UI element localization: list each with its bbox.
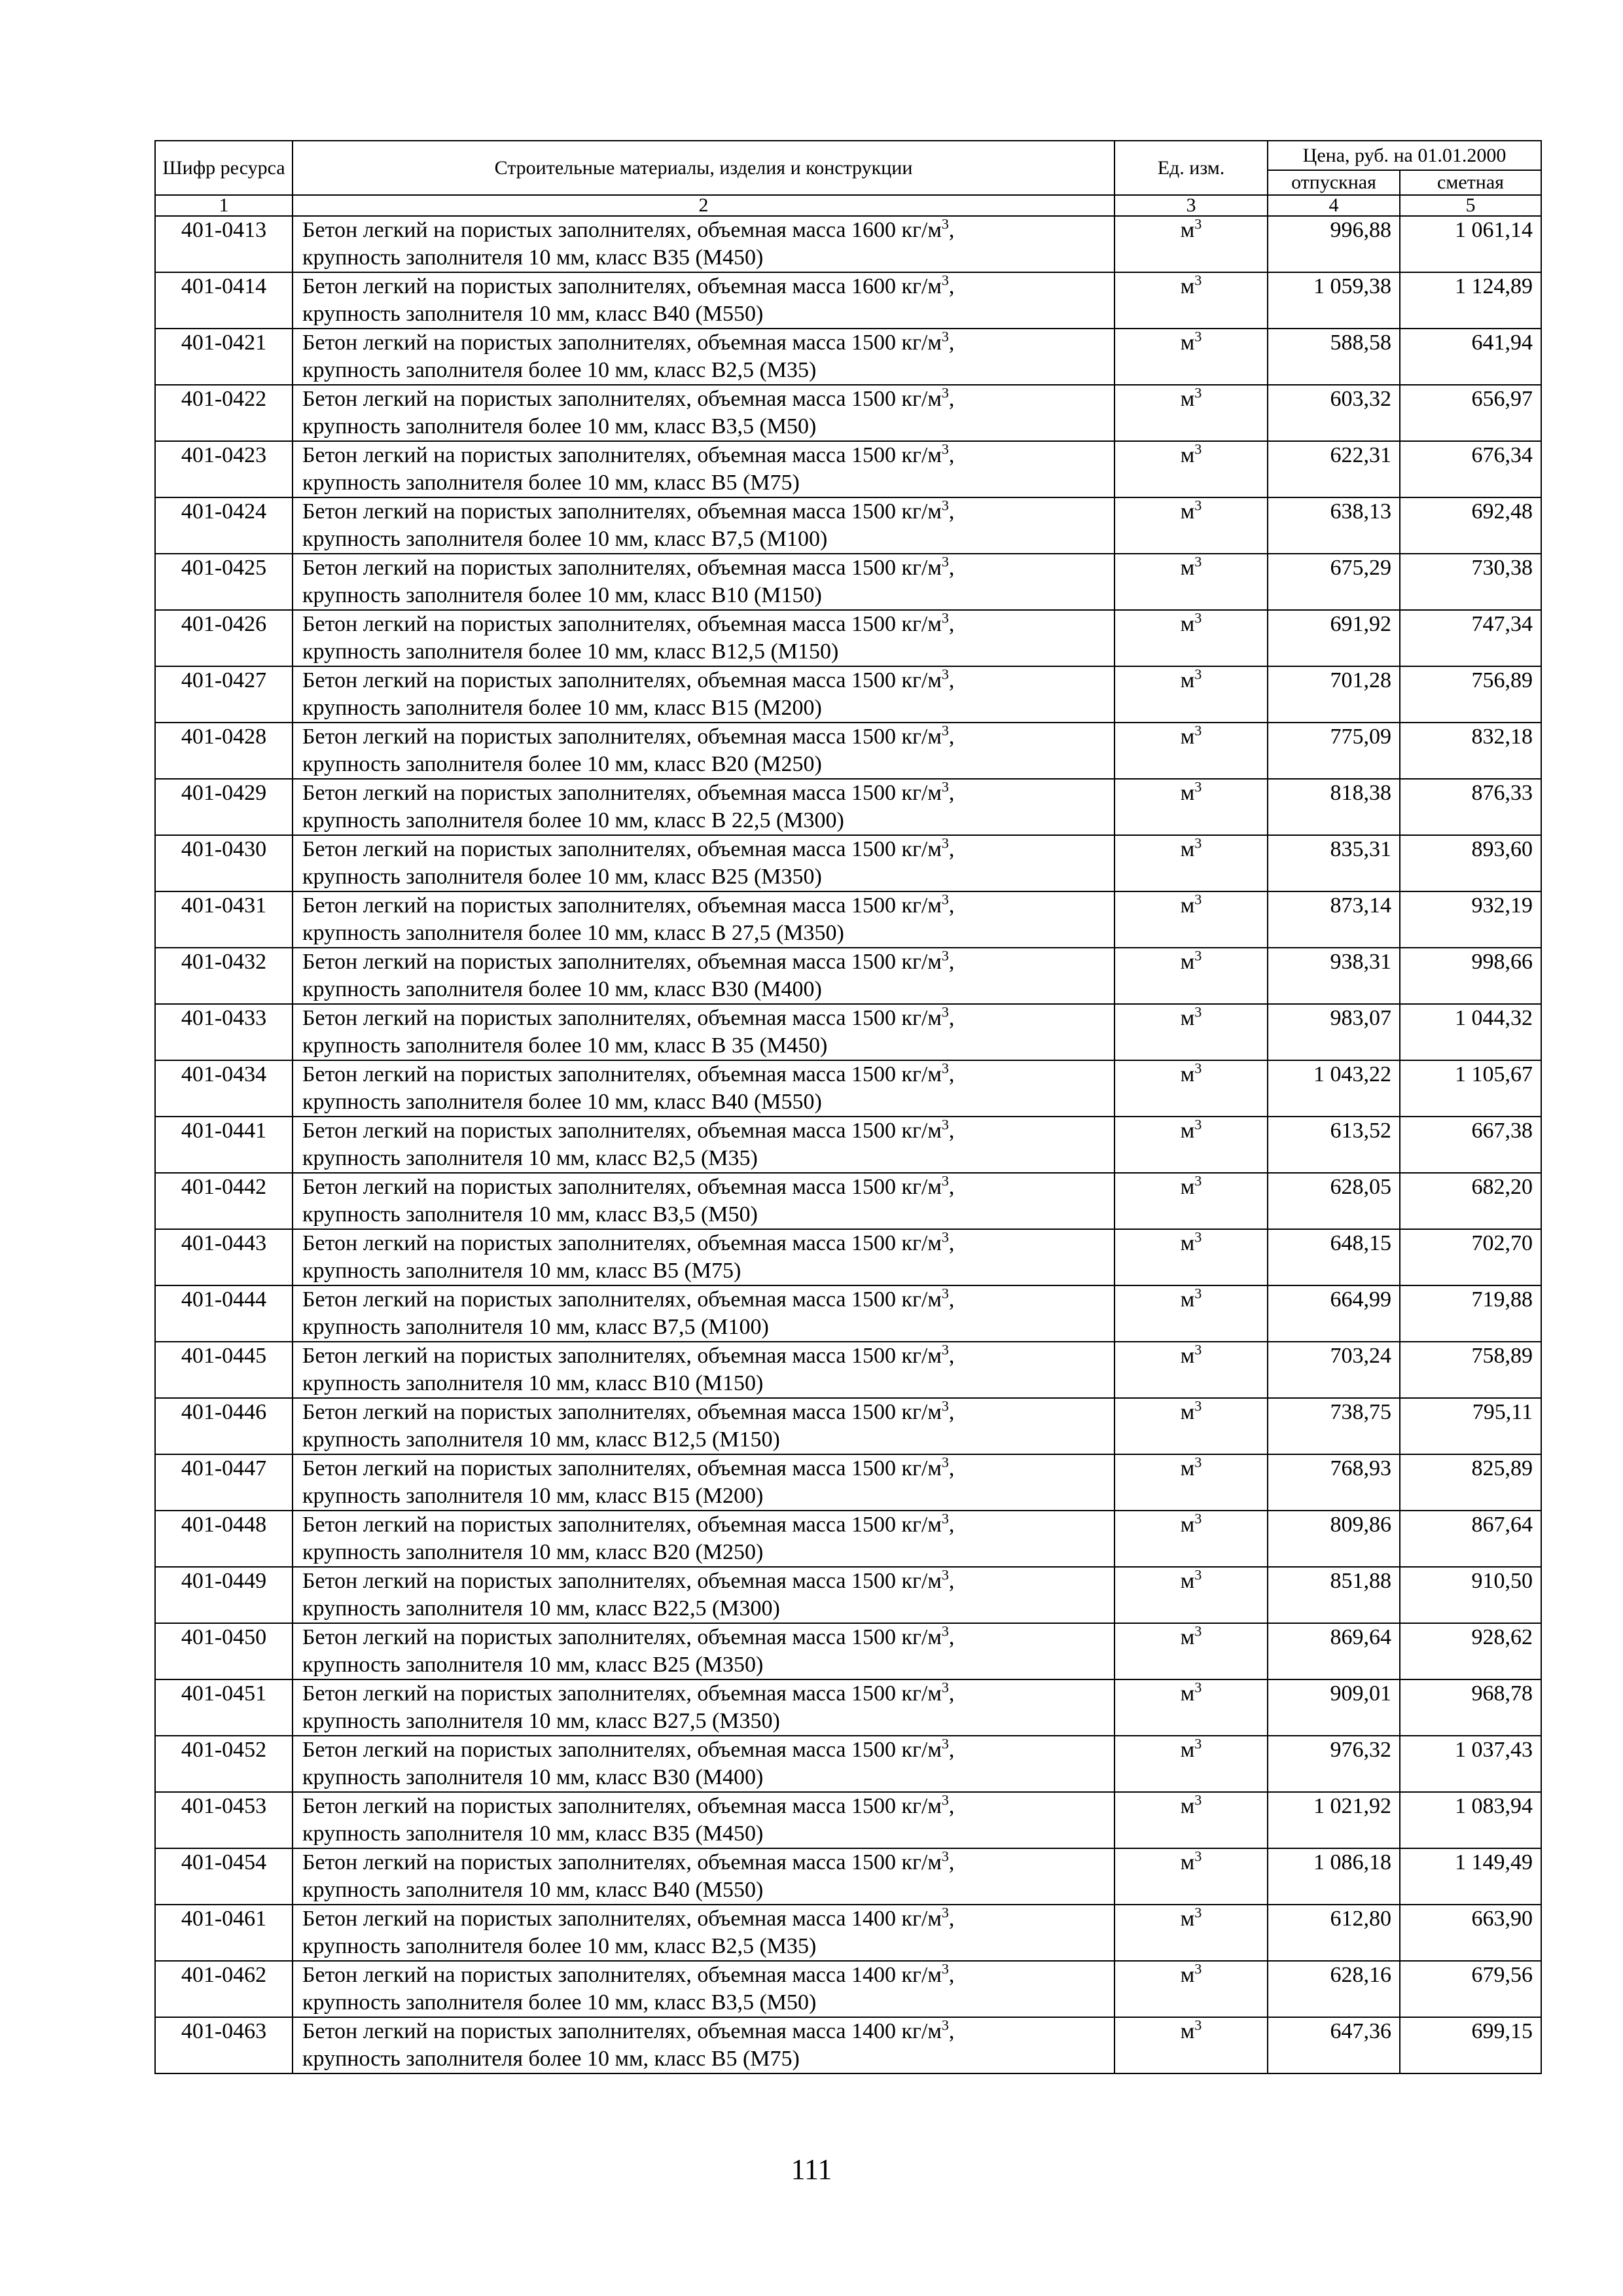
- table-row: [155, 2017, 1541, 2073]
- description-line-2: крупность заполнителя более 10 мм, класс В7,5 (М100): [302, 527, 828, 551]
- release-price: 638,13: [1268, 497, 1400, 554]
- table-row: [155, 723, 1541, 779]
- description-line-1: Бетон легкий на пористых заполнителях, объемная масса 1500 $кг/м^3$,: [302, 610, 955, 636]
- estimate-price: 747,34: [1400, 610, 1541, 666]
- unit: $м^3$: [1115, 1905, 1268, 1961]
- description-line-1: Бетон легкий на пористых заполнителях, объемная масса 1500 $кг/м^3$,: [302, 1229, 955, 1255]
- release-price: 648,15: [1268, 1229, 1400, 1285]
- header-price-release: отпускная: [1268, 170, 1400, 195]
- estimate-price: 730,38: [1400, 554, 1541, 610]
- material-description: [293, 1398, 1115, 1454]
- table-row: [155, 1567, 1541, 1623]
- resource-code: 401-0452: [155, 1736, 293, 1792]
- estimate-price: 893,60: [1400, 835, 1541, 891]
- table-row: [155, 1736, 1541, 1792]
- unit: $м^3$: [1115, 497, 1268, 554]
- estimate-price: 1 083,94: [1400, 1792, 1541, 1848]
- description-line-1: Бетон легкий на пористых заполнителях, объемная масса 1500 $кг/м^3$,: [302, 1511, 955, 1537]
- release-price: 909,01: [1268, 1679, 1400, 1736]
- material-description: [293, 1736, 1115, 1792]
- table-row: [155, 385, 1541, 441]
- material-description: [293, 1173, 1115, 1229]
- material-description: [293, 1792, 1115, 1848]
- description-line-2: крупность заполнителя 10 мм, класс В5 (М75): [302, 1259, 741, 1283]
- release-price: 835,31: [1268, 835, 1400, 891]
- release-price: 983,07: [1268, 1004, 1400, 1060]
- material-description: [293, 1285, 1115, 1342]
- description-line-2: крупность заполнителя более 10 мм, класс В3,5 (М50): [302, 1990, 817, 2015]
- material-description: [293, 1229, 1115, 1285]
- material-description: [293, 1060, 1115, 1117]
- release-price: 775,09: [1268, 723, 1400, 779]
- table-row: [155, 835, 1541, 891]
- unit: $м^3$: [1115, 1792, 1268, 1848]
- resource-code: 401-0421: [155, 329, 293, 385]
- description-line-2: крупность заполнителя 10 мм, класс В30 (М400): [302, 1765, 764, 1789]
- unit: $м^3$: [1115, 1342, 1268, 1398]
- description-line-1: Бетон легкий на пористых заполнителях, объемная масса 1500 $кг/м^3$,: [302, 723, 955, 749]
- description-line-1: Бетон легкий на пористых заполнителях, объемная масса 1500 $кг/м^3$,: [302, 1848, 955, 1874]
- resource-code: 401-0430: [155, 835, 293, 891]
- header-price-estimate: сметная: [1400, 170, 1541, 195]
- table-row: [155, 1117, 1541, 1173]
- estimate-price: 667,38: [1400, 1117, 1541, 1173]
- unit: $м^3$: [1115, 1961, 1268, 2017]
- unit: $м^3$: [1115, 1848, 1268, 1905]
- table-body: [155, 216, 1541, 2073]
- unit: $м^3$: [1115, 554, 1268, 610]
- resource-code: 401-0448: [155, 1511, 293, 1567]
- estimate-price: 795,11: [1400, 1398, 1541, 1454]
- description-line-2: крупность заполнителя более 10 мм, класс В12,5 (М150): [302, 639, 839, 664]
- estimate-price: 825,89: [1400, 1454, 1541, 1511]
- material-description: [293, 554, 1115, 610]
- column-number: 3: [1115, 195, 1268, 216]
- material-description: [293, 2017, 1115, 2073]
- description-line-1: Бетон легкий на пористых заполнителях, объемная масса 1500 $кг/м^3$,: [302, 1623, 955, 1649]
- price-table: [154, 140, 1542, 2074]
- description-line-1: Бетон легкий на пористых заполнителях, объемная масса 1500 $кг/м^3$,: [302, 1679, 955, 1706]
- header-code: Шифр ресурса: [155, 141, 293, 195]
- resource-code: 401-0444: [155, 1285, 293, 1342]
- material-description: [293, 1117, 1115, 1173]
- resource-code: 401-0463: [155, 2017, 293, 2073]
- release-price: 1 086,18: [1268, 1848, 1400, 1905]
- table-row: [155, 1623, 1541, 1679]
- release-price: 869,64: [1268, 1623, 1400, 1679]
- description-line-2: крупность заполнителя 10 мм, класс В3,5 (М50): [302, 1202, 758, 1227]
- description-line-1: Бетон легкий на пористых заполнителях, объемная масса 1500 $кг/м^3$,: [302, 1117, 955, 1143]
- description-line-1: Бетон легкий на пористых заполнителях, объемная масса 1500 $кг/м^3$,: [302, 1342, 955, 1368]
- resource-code: 401-0454: [155, 1848, 293, 1905]
- table-row: [155, 1173, 1541, 1229]
- description-line-2: крупность заполнителя более 10 мм, класс В 27,5 (М350): [302, 921, 844, 945]
- estimate-price: 756,89: [1400, 666, 1541, 723]
- release-price: 1 021,92: [1268, 1792, 1400, 1848]
- material-description: [293, 329, 1115, 385]
- table-row: [155, 272, 1541, 329]
- unit: $м^3$: [1115, 610, 1268, 666]
- description-line-1: Бетон легкий на пористых заполнителях, объемная масса 1600 $кг/м^3$,: [302, 272, 955, 298]
- resource-code: 401-0428: [155, 723, 293, 779]
- estimate-price: 641,94: [1400, 329, 1541, 385]
- estimate-price: 998,66: [1400, 948, 1541, 1004]
- column-number: 4: [1268, 195, 1400, 216]
- material-description: [293, 441, 1115, 497]
- resource-code: 401-0441: [155, 1117, 293, 1173]
- unit: $м^3$: [1115, 1736, 1268, 1792]
- unit: $м^3$: [1115, 835, 1268, 891]
- resource-code: 401-0425: [155, 554, 293, 610]
- material-description: [293, 835, 1115, 891]
- material-description: [293, 497, 1115, 554]
- unit: $м^3$: [1115, 1173, 1268, 1229]
- resource-code: 401-0431: [155, 891, 293, 948]
- unit: $м^3$: [1115, 329, 1268, 385]
- description-line-2: крупность заполнителя более 10 мм, класс В20 (М250): [302, 752, 822, 776]
- material-description: [293, 1567, 1115, 1623]
- resource-code: 401-0414: [155, 272, 293, 329]
- unit: $м^3$: [1115, 1117, 1268, 1173]
- description-line-2: крупность заполнителя 10 мм, класс В15 (М200): [302, 1484, 764, 1508]
- estimate-price: 1 061,14: [1400, 216, 1541, 272]
- unit: $м^3$: [1115, 1060, 1268, 1117]
- description-line-2: крупность заполнителя более 10 мм, класс В2,5 (М35): [302, 358, 817, 382]
- table-row: [155, 1229, 1541, 1285]
- estimate-price: 1 037,43: [1400, 1736, 1541, 1792]
- description-line-2: крупность заполнителя 10 мм, класс В22,5 (М300): [302, 1596, 780, 1621]
- description-line-2: крупность заполнителя более 10 мм, класс В2,5 (М35): [302, 1934, 817, 1958]
- description-line-2: крупность заполнителя более 10 мм, класс В5 (М75): [302, 471, 800, 495]
- unit: $м^3$: [1115, 1454, 1268, 1511]
- table-row: [155, 779, 1541, 835]
- description-line-1: Бетон легкий на пористых заполнителях, объемная масса 1600 $кг/м^3$,: [302, 216, 955, 242]
- column-number: 2: [293, 195, 1115, 216]
- resource-code: 401-0413: [155, 216, 293, 272]
- resource-code: 401-0447: [155, 1454, 293, 1511]
- description-line-2: крупность заполнителя более 10 мм, класс В30 (М400): [302, 977, 822, 1001]
- resource-code: 401-0446: [155, 1398, 293, 1454]
- unit: $м^3$: [1115, 216, 1268, 272]
- table-row: [155, 666, 1541, 723]
- description-line-1: Бетон легкий на пористых заполнителях, объемная масса 1500 $кг/м^3$,: [302, 835, 955, 861]
- release-price: 613,52: [1268, 1117, 1400, 1173]
- description-line-2: крупность заполнителя более 10 мм, класс В 22,5 (М300): [302, 808, 844, 833]
- release-price: 818,38: [1268, 779, 1400, 835]
- description-line-2: крупность заполнителя 10 мм, класс В10 (М150): [302, 1371, 764, 1395]
- release-price: 809,86: [1268, 1511, 1400, 1567]
- resource-code: 401-0462: [155, 1961, 293, 2017]
- resource-code: 401-0434: [155, 1060, 293, 1117]
- release-price: 664,99: [1268, 1285, 1400, 1342]
- resource-code: 401-0429: [155, 779, 293, 835]
- estimate-price: 663,90: [1400, 1905, 1541, 1961]
- description-line-2: крупность заполнителя более 10 мм, класс В 35 (М450): [302, 1033, 828, 1058]
- resource-code: 401-0461: [155, 1905, 293, 1961]
- description-line-1: Бетон легкий на пористых заполнителях, объемная масса 1500 $кг/м^3$,: [302, 441, 955, 467]
- table-row: [155, 329, 1541, 385]
- resource-code: 401-0442: [155, 1173, 293, 1229]
- release-price: 851,88: [1268, 1567, 1400, 1623]
- description-line-1: Бетон легкий на пористых заполнителях, объемная масса 1500 $кг/м^3$,: [302, 948, 955, 974]
- resource-code: 401-0449: [155, 1567, 293, 1623]
- table-row: [155, 1004, 1541, 1060]
- material-description: [293, 948, 1115, 1004]
- unit: $м^3$: [1115, 2017, 1268, 2073]
- header-price-group: Цена, руб. на 01.01.2000: [1268, 141, 1541, 170]
- header-row: [155, 141, 1541, 170]
- estimate-price: 679,56: [1400, 1961, 1541, 2017]
- table-row: [155, 1905, 1541, 1961]
- description-line-1: Бетон легкий на пористых заполнителях, объемная масса 1500 $кг/м^3$,: [302, 329, 955, 355]
- material-description: [293, 891, 1115, 948]
- estimate-price: 758,89: [1400, 1342, 1541, 1398]
- estimate-price: 692,48: [1400, 497, 1541, 554]
- release-price: 628,16: [1268, 1961, 1400, 2017]
- unit: $м^3$: [1115, 948, 1268, 1004]
- unit: $м^3$: [1115, 1285, 1268, 1342]
- resource-code: 401-0423: [155, 441, 293, 497]
- description-line-1: Бетон легкий на пористых заполнителях, объемная масса 1500 $кг/м^3$,: [302, 554, 955, 580]
- estimate-price: 699,15: [1400, 2017, 1541, 2073]
- estimate-price: 910,50: [1400, 1567, 1541, 1623]
- column-number: 5: [1400, 195, 1541, 216]
- estimate-price: 1 105,67: [1400, 1060, 1541, 1117]
- estimate-price: 1 149,49: [1400, 1848, 1541, 1905]
- description-line-1: Бетон легкий на пористых заполнителях, объемная масса 1500 $кг/м^3$,: [302, 497, 955, 524]
- description-line-2: крупность заполнителя 10 мм, класс В7,5 (М100): [302, 1315, 769, 1339]
- table-row: [155, 216, 1541, 272]
- resource-code: 401-0424: [155, 497, 293, 554]
- material-description: [293, 385, 1115, 441]
- description-line-1: Бетон легкий на пористых заполнителях, объемная масса 1500 $кг/м^3$,: [302, 1285, 955, 1312]
- release-price: 873,14: [1268, 891, 1400, 948]
- release-price: 1 043,22: [1268, 1060, 1400, 1117]
- unit: $м^3$: [1115, 1229, 1268, 1285]
- description-line-2: крупность заполнителя 10 мм, класс В25 (М350): [302, 1653, 764, 1677]
- material-description: [293, 610, 1115, 666]
- material-description: [293, 1905, 1115, 1961]
- description-line-1: Бетон легкий на пористых заполнителях, объемная масса 1500 $кг/м^3$,: [302, 385, 955, 411]
- description-line-2: крупность заполнителя более 10 мм, класс В10 (М150): [302, 583, 822, 607]
- material-description: [293, 272, 1115, 329]
- material-description: [293, 1679, 1115, 1736]
- unit: $м^3$: [1115, 1511, 1268, 1567]
- unit: $м^3$: [1115, 1623, 1268, 1679]
- table-row: [155, 1961, 1541, 2017]
- description-line-2: крупность заполнителя 10 мм, класс В27,5 (М350): [302, 1709, 780, 1733]
- description-line-2: крупность заполнителя 10 мм, класс В2,5 (М35): [302, 1146, 758, 1170]
- table-row: [155, 1511, 1541, 1567]
- table-row: [155, 497, 1541, 554]
- material-description: [293, 216, 1115, 272]
- description-line-2: крупность заполнителя 10 мм, класс В40 (М550): [302, 1878, 764, 1902]
- release-price: 612,80: [1268, 1905, 1400, 1961]
- description-line-2: крупность заполнителя более 10 мм, класс В40 (М550): [302, 1090, 822, 1114]
- unit: $м^3$: [1115, 1679, 1268, 1736]
- estimate-price: 719,88: [1400, 1285, 1541, 1342]
- material-description: [293, 779, 1115, 835]
- unit: $м^3$: [1115, 441, 1268, 497]
- unit: $м^3$: [1115, 385, 1268, 441]
- release-price: 647,36: [1268, 2017, 1400, 2073]
- release-price: 701,28: [1268, 666, 1400, 723]
- estimate-price: 676,34: [1400, 441, 1541, 497]
- resource-code: 401-0426: [155, 610, 293, 666]
- estimate-price: 832,18: [1400, 723, 1541, 779]
- table-row: [155, 1398, 1541, 1454]
- description-line-1: Бетон легкий на пористых заполнителях, объемная масса 1500 $кг/м^3$,: [302, 1004, 955, 1030]
- table-row: [155, 1454, 1541, 1511]
- table-row: [155, 1848, 1541, 1905]
- description-line-1: Бетон легкий на пористых заполнителях, объемная масса 1500 $кг/м^3$,: [302, 891, 955, 918]
- description-line-1: Бетон легкий на пористых заполнителях, объемная масса 1500 $кг/м^3$,: [302, 666, 955, 692]
- table-row: [155, 1060, 1541, 1117]
- table-row: [155, 610, 1541, 666]
- resource-code: 401-0451: [155, 1679, 293, 1736]
- estimate-price: 702,70: [1400, 1229, 1541, 1285]
- material-description: [293, 1454, 1115, 1511]
- estimate-price: 928,62: [1400, 1623, 1541, 1679]
- description-line-1: Бетон легкий на пористых заполнителях, объемная масса 1400 $кг/м^3$,: [302, 2017, 955, 2043]
- estimate-price: 682,20: [1400, 1173, 1541, 1229]
- table-row: [155, 948, 1541, 1004]
- description-line-2: крупность заполнителя более 10 мм, класс В3,5 (М50): [302, 414, 817, 439]
- release-price: 588,58: [1268, 329, 1400, 385]
- table-row: [155, 1342, 1541, 1398]
- unit: $м^3$: [1115, 666, 1268, 723]
- column-number: 1: [155, 195, 293, 216]
- unit: $м^3$: [1115, 1567, 1268, 1623]
- description-line-1: Бетон легкий на пористых заполнителях, объемная масса 1500 $кг/м^3$,: [302, 779, 955, 805]
- description-line-2: крупность заполнителя 10 мм, класс В35 (М450): [302, 245, 764, 270]
- release-price: 675,29: [1268, 554, 1400, 610]
- page-number: 111: [791, 2153, 832, 2185]
- estimate-price: 932,19: [1400, 891, 1541, 948]
- table-row: [155, 1285, 1541, 1342]
- header-materials: Строительные материалы, изделия и конструкции: [293, 141, 1115, 195]
- description-line-1: Бетон легкий на пористых заполнителях, объемная масса 1400 $кг/м^3$,: [302, 1961, 955, 1987]
- estimate-price: 656,97: [1400, 385, 1541, 441]
- description-line-2: крупность заполнителя 10 мм, класс В20 (М250): [302, 1540, 764, 1564]
- description-line-1: Бетон легкий на пористых заполнителях, объемная масса 1500 $кг/м^3$,: [302, 1567, 955, 1593]
- description-line-1: Бетон легкий на пористых заполнителях, объемная масса 1500 $кг/м^3$,: [302, 1060, 955, 1086]
- table-row: [155, 1792, 1541, 1848]
- release-price: 628,05: [1268, 1173, 1400, 1229]
- resource-code: 401-0422: [155, 385, 293, 441]
- table-row: [155, 554, 1541, 610]
- unit: $м^3$: [1115, 1398, 1268, 1454]
- material-description: [293, 723, 1115, 779]
- resource-code: 401-0445: [155, 1342, 293, 1398]
- description-line-2: крупность заполнителя более 10 мм, класс В5 (М75): [302, 2047, 800, 2071]
- estimate-price: 968,78: [1400, 1679, 1541, 1736]
- material-description: [293, 1004, 1115, 1060]
- release-price: 622,31: [1268, 441, 1400, 497]
- description-line-1: Бетон легкий на пористых заполнителях, объемная масса 1500 $кг/м^3$,: [302, 1454, 955, 1480]
- estimate-price: 1 124,89: [1400, 272, 1541, 329]
- material-description: [293, 1342, 1115, 1398]
- resource-code: 401-0453: [155, 1792, 293, 1848]
- material-description: [293, 1511, 1115, 1567]
- table-row: [155, 441, 1541, 497]
- release-price: 603,32: [1268, 385, 1400, 441]
- release-price: 1 059,38: [1268, 272, 1400, 329]
- material-description: [293, 1848, 1115, 1905]
- material-description: [293, 1623, 1115, 1679]
- description-line-1: Бетон легкий на пористых заполнителях, объемная масса 1500 $кг/м^3$,: [302, 1792, 955, 1818]
- resource-code: 401-0433: [155, 1004, 293, 1060]
- release-price: 938,31: [1268, 948, 1400, 1004]
- material-description: [293, 666, 1115, 723]
- resource-code: 401-0427: [155, 666, 293, 723]
- description-line-2: крупность заполнителя 10 мм, класс В35 (М450): [302, 1821, 764, 1846]
- estimate-price: 867,64: [1400, 1511, 1541, 1567]
- table-row: [155, 891, 1541, 948]
- unit: $м^3$: [1115, 272, 1268, 329]
- description-line-1: Бетон легкий на пористых заполнителях, объемная масса 1400 $кг/м^3$,: [302, 1905, 955, 1931]
- table-row: [155, 1679, 1541, 1736]
- header-unit: Ед. изм.: [1115, 141, 1268, 195]
- description-line-1: Бетон легкий на пористых заполнителях, объемная масса 1500 $кг/м^3$,: [302, 1398, 955, 1424]
- estimate-price: 876,33: [1400, 779, 1541, 835]
- description-line-2: крупность заполнителя 10 мм, класс В40 (М550): [302, 302, 764, 326]
- unit: $м^3$: [1115, 779, 1268, 835]
- release-price: 691,92: [1268, 610, 1400, 666]
- estimate-price: 1 044,32: [1400, 1004, 1541, 1060]
- release-price: 703,24: [1268, 1342, 1400, 1398]
- release-price: 996,88: [1268, 216, 1400, 272]
- description-line-1: Бетон легкий на пористых заполнителях, объемная масса 1500 $кг/м^3$,: [302, 1173, 955, 1199]
- release-price: 738,75: [1268, 1398, 1400, 1454]
- resource-code: 401-0432: [155, 948, 293, 1004]
- description-line-2: крупность заполнителя более 10 мм, класс В25 (М350): [302, 865, 822, 889]
- description-line-1: Бетон легкий на пористых заполнителях, объемная масса 1500 $кг/м^3$,: [302, 1736, 955, 1762]
- unit: $м^3$: [1115, 1004, 1268, 1060]
- release-price: 768,93: [1268, 1454, 1400, 1511]
- release-price: 976,32: [1268, 1736, 1400, 1792]
- description-line-2: крупность заполнителя 10 мм, класс В12,5 (М150): [302, 1427, 780, 1452]
- unit: $м^3$: [1115, 723, 1268, 779]
- unit: $м^3$: [1115, 891, 1268, 948]
- column-number-row: [155, 195, 1541, 216]
- material-description: [293, 1961, 1115, 2017]
- resource-code: 401-0443: [155, 1229, 293, 1285]
- resource-code: 401-0450: [155, 1623, 293, 1679]
- description-line-2: крупность заполнителя более 10 мм, класс В15 (М200): [302, 696, 822, 720]
